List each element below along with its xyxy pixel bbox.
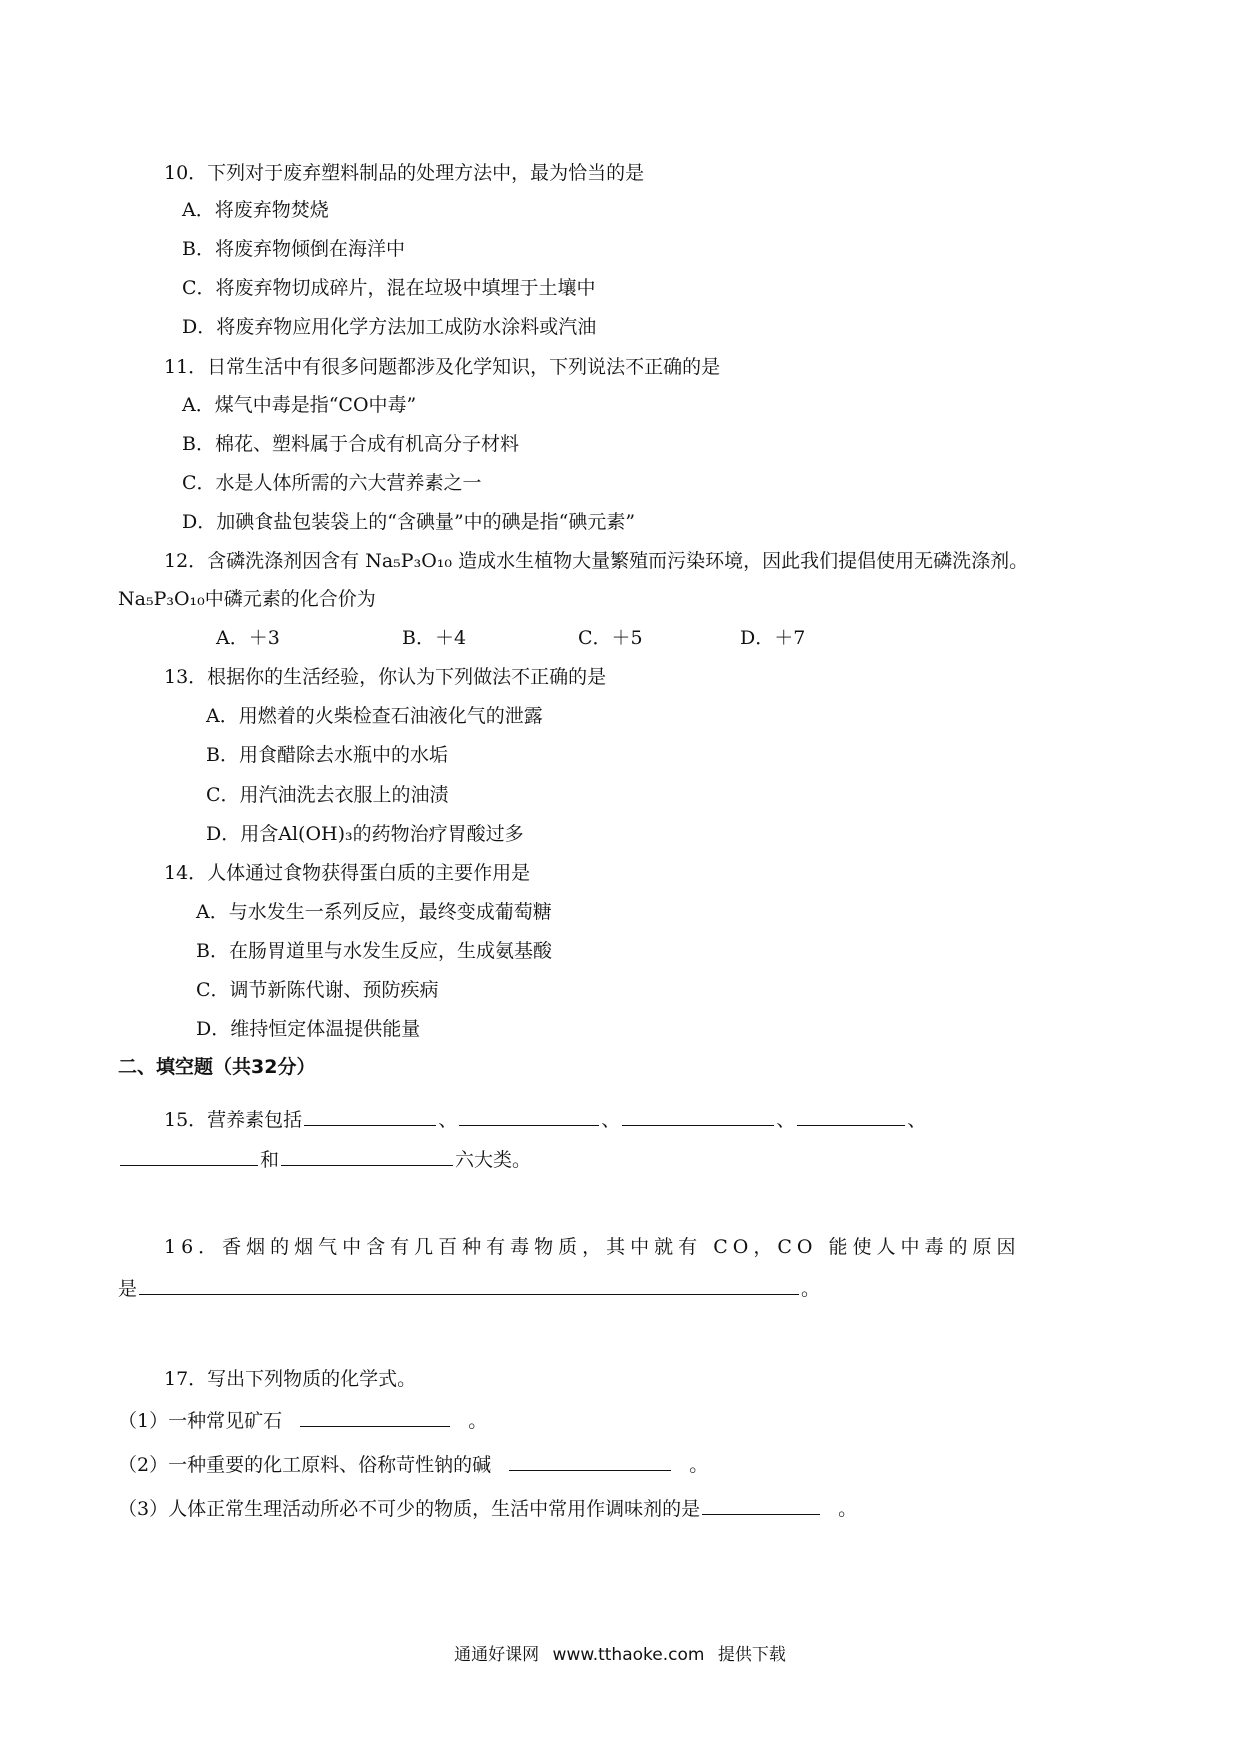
question-14-option-b: B．在肠胃道里与水发生反应，生成氨基酸 [196, 940, 552, 962]
question-12-choice-b: B．＋4 [402, 627, 467, 649]
answer-blank[interactable] [509, 1450, 671, 1471]
question-12-stem [164, 548, 1028, 574]
question-17-item-3-end: 。 [838, 1498, 858, 1520]
question-10-stem: 10．下列对于废弃塑料制品的处理方法中，最为恰当的是 [164, 162, 645, 184]
question-17-item-3 [118, 1494, 857, 1522]
answer-blank[interactable] [300, 1406, 450, 1427]
question-17-item-2-end: 。 [689, 1454, 709, 1476]
question-14-option-c: C．调节新陈代谢、预防疾病 [196, 979, 439, 1001]
question-15-and: 和 [260, 1149, 280, 1171]
question-10-option-a: A．将废弃物焚烧 [182, 199, 329, 221]
question-15-line1 [164, 1105, 926, 1133]
question-13-stem: 13．根据你的生活经验，你认为下列做法不正确的是 [164, 666, 607, 688]
footer-site-name: 通通好课网 [454, 1645, 540, 1665]
answer-blank[interactable] [304, 1105, 436, 1126]
question-10-option-c: C．将废弃物切成碎片，混在垃圾中填埋于土壤中 [182, 277, 596, 299]
question-11-option-a: A．煤气中毒是指“CO中毒” [182, 394, 417, 416]
question-12-formula-repeat: Na₅P₃O₁₀ [118, 588, 205, 610]
separator: 、 [776, 1109, 796, 1131]
separator: 、 [438, 1109, 458, 1131]
question-17-item-2 [118, 1450, 708, 1478]
section-2-title: 二、填空题（共32分） [118, 1056, 316, 1078]
question-12-stem-part1: 12．含磷洗涤剂因含有 [164, 550, 360, 572]
question-11-stem: 11．日常生活中有很多问题都涉及化学知识，下列说法不正确的是 [164, 356, 721, 378]
question-17-item-1-text: （1）一种常见矿石 [118, 1410, 283, 1432]
question-12-choice-c: C．＋5 [578, 627, 643, 649]
answer-blank[interactable] [281, 1145, 453, 1166]
page-footer [0, 1640, 1240, 1665]
question-17-item-2-text: （2）一种重要的化工原料、俗称苛性钠的碱 [118, 1454, 492, 1476]
answer-blank[interactable] [459, 1105, 599, 1126]
question-12-stem-part2: 造成水生植物大量繁殖而污染环境，因此我们提倡使用无磷洗涤剂。 [458, 550, 1029, 572]
footer-url: www.tthaoke.com [552, 1645, 705, 1665]
question-13-option-a: A．用燃着的火柴检查石油液化气的泄露 [206, 705, 543, 727]
question-11-option-b: B．棉花、塑料属于合成有机高分子材料 [182, 433, 519, 455]
answer-blank[interactable] [622, 1105, 774, 1126]
question-12-stem-part3: 中磷元素的化合价为 [204, 588, 376, 610]
question-15-end: 六大类。 [455, 1149, 532, 1171]
question-13-option-b: B．用食醋除去水瓶中的水垢 [206, 744, 448, 766]
separator: 、 [907, 1109, 927, 1131]
question-13-option-d: D．用含Al(OH)₃的药物治疗胃酸过多 [206, 823, 524, 845]
question-11-option-c: C．水是人体所需的六大营养素之一 [182, 472, 482, 494]
answer-blank[interactable] [702, 1494, 820, 1515]
question-11-option-d: D．加碘食盐包装袋上的“含碘量”中的碘是指“碘元素” [182, 511, 636, 533]
question-17-stem: 17．写出下列物质的化学式。 [164, 1368, 417, 1390]
question-16-prefix: 是 [118, 1278, 138, 1300]
answer-blank[interactable] [139, 1274, 799, 1295]
answer-blank[interactable] [797, 1105, 905, 1126]
question-15-line2 [118, 1145, 531, 1173]
question-16-end: 。 [801, 1278, 821, 1300]
separator: 、 [601, 1109, 621, 1131]
question-14-option-a: A．与水发生一系列反应，最终变成葡萄糖 [196, 901, 552, 923]
question-14-option-d: D．维持恒定体温提供能量 [196, 1018, 421, 1040]
question-17-item-3-text: （3）人体正常生理活动所必不可少的物质，生活中常用作调味剂的是 [118, 1498, 701, 1520]
question-12-choice-d: D．＋7 [740, 627, 806, 649]
question-10-option-b: B．将废弃物倾倒在海洋中 [182, 238, 405, 260]
question-17-item-1-end: 。 [468, 1410, 488, 1432]
question-15-stem: 15．营养素包括 [164, 1109, 303, 1131]
question-12-formula: Na₅P₃O₁₀ [365, 550, 453, 572]
question-17-item-1 [118, 1406, 487, 1434]
question-12-choice-a: A．＋3 [216, 627, 280, 649]
question-14-stem: 14．人体通过食物获得蛋白质的主要作用是 [164, 862, 531, 884]
question-16-line2 [118, 1274, 820, 1302]
question-13-option-c: C．用汽油洗去衣服上的油渍 [206, 784, 449, 806]
footer-tail: 提供下载 [717, 1645, 786, 1665]
question-12-stem-line2 [118, 586, 376, 612]
question-10-option-d: D．将废弃物应用化学方法加工成防水涂料或汽油 [182, 316, 597, 338]
answer-blank[interactable] [120, 1145, 258, 1166]
question-16-stem: 16．香烟的烟气中含有几百种有毒物质，其中就有 CO，CO 能使人中毒的原因 [164, 1236, 1021, 1258]
